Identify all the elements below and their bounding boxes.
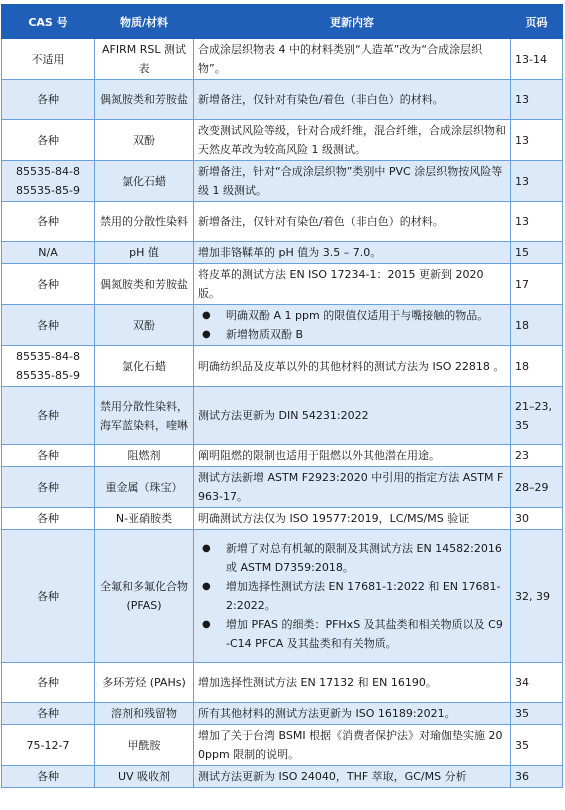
header-update: 更新内容 <box>194 5 511 39</box>
cell-page: 30 <box>511 508 563 530</box>
cell-page: 17 <box>511 264 563 305</box>
cell-material: 双酚 <box>95 305 194 346</box>
cell-cas: 各种 <box>2 264 95 305</box>
cell-material: UV 吸收剂 <box>95 766 194 788</box>
table-row <box>2 766 563 788</box>
bullet-item: ● 增加 PFAS 的细类：PFHxS 及其盐类和相关物质以及 C9-C14 PFCA 及其盐类和有关物质。 <box>198 615 506 653</box>
cas-number: 85535-84-8 <box>16 165 80 178</box>
table-row <box>2 264 563 305</box>
cell-page: 35 <box>511 725 563 766</box>
cell-page: 13 <box>511 202 563 242</box>
cell-page: 32, 39 <box>511 530 563 663</box>
bullet-item: ● 新增了对总有机氟的限制及其测试方法 EN 14582:2016 或 ASTM D7359:2018。 <box>198 539 506 577</box>
cell-cas <box>2 346 95 387</box>
table-row <box>2 120 563 161</box>
cell-update: 所有其他材料的测试方法更新为 ISO 16189:2021。 <box>194 703 511 725</box>
cas-number: 85535-85-9 <box>16 184 80 197</box>
cell-material: 偶氮胺类和芳胺盐 <box>95 264 194 305</box>
update-table <box>1 4 563 788</box>
table-row <box>2 305 563 346</box>
bullet-list <box>198 539 506 653</box>
cell-material: 重金属（珠宝） <box>95 467 194 508</box>
cas-number: 85535-84-8 <box>16 350 80 363</box>
cell-cas: N/A <box>2 242 95 264</box>
table-row <box>2 80 563 120</box>
bullet-item: ● 新增物质双酚 B <box>198 325 506 344</box>
cell-material: 氯化石蜡 <box>95 161 194 202</box>
cell-material: 多环芳烃 (PAHs) <box>95 663 194 703</box>
cell-page: 13 <box>511 120 563 161</box>
table-row <box>2 508 563 530</box>
table-row <box>2 530 563 663</box>
update-table-container <box>1 4 563 788</box>
cell-cas: 各种 <box>2 766 95 788</box>
cell-material: 甲酰胺 <box>95 725 194 766</box>
table-row <box>2 202 563 242</box>
cell-page: 18 <box>511 346 563 387</box>
table-row <box>2 161 563 202</box>
cell-page: 21–23, 35 <box>511 387 563 445</box>
cell-material: AFIRM RSL 测试表 <box>95 39 194 80</box>
cell-cas: 各种 <box>2 387 95 445</box>
cell-cas: 75-12-7 <box>2 725 95 766</box>
cell-page: 18 <box>511 305 563 346</box>
cell-update: 新增备注，仅针对有染色/着色（非白色）的材料。 <box>194 202 511 242</box>
cell-page: 23 <box>511 445 563 467</box>
cell-cas: 各种 <box>2 80 95 120</box>
table-row <box>2 39 563 80</box>
header-page: 页码 <box>511 5 563 39</box>
table-header-row <box>2 5 563 39</box>
cell-cas: 不适用 <box>2 39 95 80</box>
cell-material: pH 值 <box>95 242 194 264</box>
cell-page: 36 <box>511 766 563 788</box>
bullet-list <box>198 306 506 344</box>
cell-cas: 各种 <box>2 663 95 703</box>
cell-update: 合成涂层织物表 4 中的材料类别“人造革”改为“合成涂层织物”。 <box>194 39 511 80</box>
cell-cas <box>2 161 95 202</box>
cell-update: 明确纺织品及皮革以外的其他材料的测试方法为 ISO 22818 。 <box>194 346 511 387</box>
table-row <box>2 663 563 703</box>
table-row <box>2 467 563 508</box>
table-row <box>2 346 563 387</box>
cell-page: 15 <box>511 242 563 264</box>
cell-update: 将皮革的测试方法 EN ISO 17234-1：2015 更新到 2020 版。 <box>194 264 511 305</box>
table-row <box>2 387 563 445</box>
cell-cas: 各种 <box>2 202 95 242</box>
cell-update <box>194 305 511 346</box>
header-material: 物质/材料 <box>95 5 194 39</box>
cell-cas: 各种 <box>2 467 95 508</box>
cell-cas: 各种 <box>2 508 95 530</box>
cas-number: 85535-85-9 <box>16 369 80 382</box>
cell-page: 13 <box>511 161 563 202</box>
cell-page: 28–29 <box>511 467 563 508</box>
cell-update: 增加非铬鞣革的 pH 值为 3.5 – 7.0。 <box>194 242 511 264</box>
table-body <box>2 39 563 788</box>
table-row <box>2 445 563 467</box>
cell-update: 增加了关于台湾 BSMI 根据《消费者保护法》对瑜伽垫实施 200ppm 限制的说明。 <box>194 725 511 766</box>
cell-update: 增加选择性测试方法 EN 17132 和 EN 16190。 <box>194 663 511 703</box>
cell-update <box>194 530 511 663</box>
table-row <box>2 725 563 766</box>
table-row <box>2 242 563 264</box>
cell-material: 全氟和多氟化合物(PFAS) <box>95 530 194 663</box>
cell-cas: 各种 <box>2 530 95 663</box>
cell-update: 测试方法更新为 ISO 24040，THF 萃取，GC/MS 分析 <box>194 766 511 788</box>
cell-page: 13 <box>511 80 563 120</box>
header-cas: CAS 号 <box>2 5 95 39</box>
bullet-item: ● 增加选择性测试方法 EN 17681-1:2022 和 EN 17681-2:2022。 <box>198 577 506 615</box>
cell-cas: 各种 <box>2 445 95 467</box>
cell-material: 偶氮胺类和芳胺盐 <box>95 80 194 120</box>
table-row <box>2 703 563 725</box>
bullet-item: ● 明确双酚 A 1 ppm 的限值仅适用于与嘴接触的物品。 <box>198 306 506 325</box>
cell-page: 13-14 <box>511 39 563 80</box>
cell-material: 禁用分散性染料，海军蓝染料，喹啉 <box>95 387 194 445</box>
cell-material: 氯化石蜡 <box>95 346 194 387</box>
cell-material: 溶剂和残留物 <box>95 703 194 725</box>
cell-update: 改变测试风险等级，针对合成纤维，混合纤维，合成涂层织物和天然皮革改为较高风险 1 级测试。 <box>194 120 511 161</box>
cell-page: 35 <box>511 703 563 725</box>
cell-update: 阐明阻燃的限制也适用于阻燃以外其他潜在用途。 <box>194 445 511 467</box>
cell-cas: 各种 <box>2 703 95 725</box>
cell-update: 测试方法新增 ASTM F2923:2020 中引用的指定方法 ASTM F963-17。 <box>194 467 511 508</box>
cell-page: 34 <box>511 663 563 703</box>
cell-update: 新增备注，仅针对有染色/着色（非白色）的材料。 <box>194 80 511 120</box>
cell-material: N-亚硝胺类 <box>95 508 194 530</box>
cell-update: 新增备注，针对“合成涂层织物”类别中 PVC 涂层织物按风险等级 1 级测试。 <box>194 161 511 202</box>
cell-material: 双酚 <box>95 120 194 161</box>
cell-cas: 各种 <box>2 120 95 161</box>
cell-update: 测试方法更新为 DIN 54231:2022 <box>194 387 511 445</box>
cell-material: 阻燃剂 <box>95 445 194 467</box>
cell-material: 禁用的分散性染料 <box>95 202 194 242</box>
cell-update: 明确测试方法仅为 ISO 19577:2019，LC/MS/MS 验证 <box>194 508 511 530</box>
cell-cas: 各种 <box>2 305 95 346</box>
